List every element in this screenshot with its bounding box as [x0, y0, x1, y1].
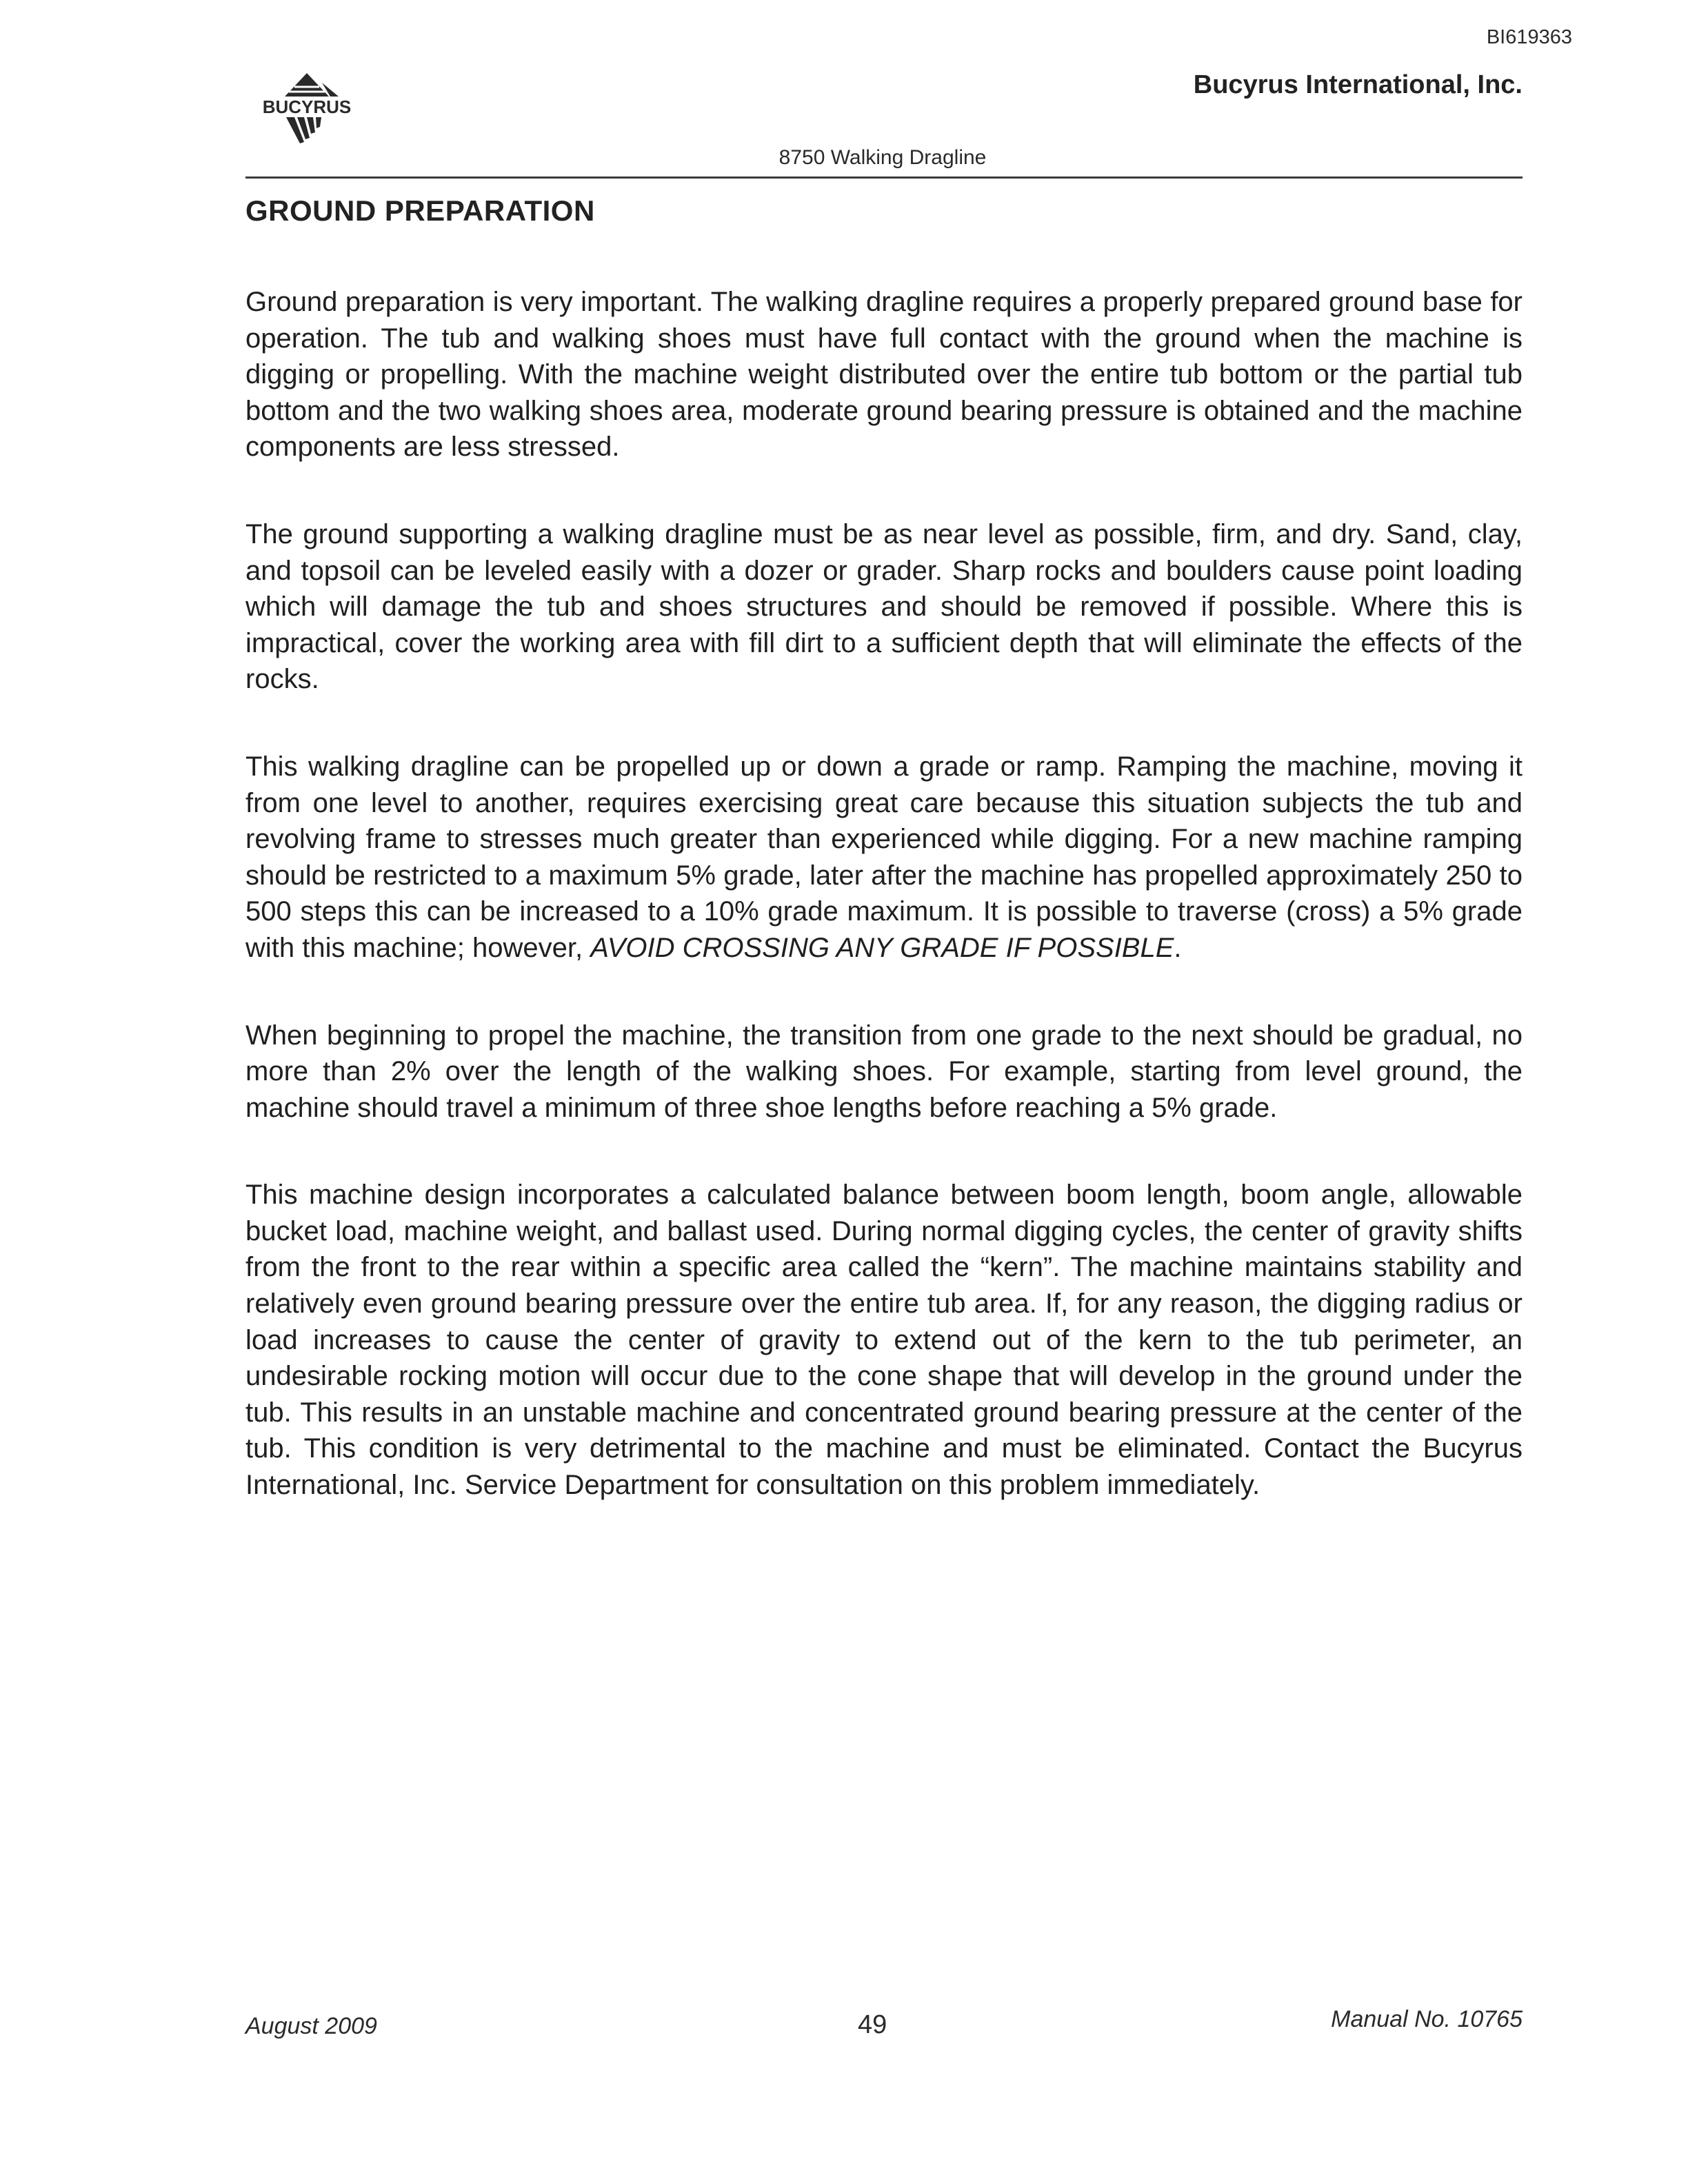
svg-text:BUCYRUS: BUCYRUS	[262, 97, 352, 117]
paragraph-ramping	[245, 749, 1523, 967]
paragraph-grade-transition: When beginning to propel the machine, the transition from one grade to the next should be gradual, no more than 2% over the length of the walking shoes. For example, starting from level ground, the machine should travel a minimum of three shoe lengths before reaching a 5% grade.	[245, 1020, 1523, 1123]
header-divider	[245, 176, 1523, 179]
ramping-text: This walking dragline can be propelled up or down a grade or ramp. Ramping the machine, moving it from one level to another, requires exercising great care because this situation subjects the tub and revolving frame to stresses much greater than experienced while digging. For a new machine ramping should be restricted to a maximum 5% grade, later after the machine has propelled approximately 250 to 500 steps this can be increased to a 10% grade maximum. It is possible to traverse (cross) a 5% grade with this machine; however,	[245, 751, 1523, 963]
ramping-tail: .	[1174, 932, 1182, 963]
page-number: 49	[858, 2010, 887, 2039]
body-text	[245, 284, 1523, 1555]
ramping-warning: AVOID CROSSING ANY GRADE IF POSSIBLE	[590, 932, 1174, 963]
company-name: Bucyrus International, Inc.	[1193, 70, 1523, 99]
paragraph-kern-balance: This machine design incorporates a calculated balance between boom length, boom angle, allowable bucket load, machine weight, and ballast used. During normal digging cycles, the center of gravity shifts from the front to the rear within a specific area called the “kern”. The machine maintains stability and relatively even ground bearing pressure over the entire tub area. If, for any reason, the digging radius or load increases to cause the center of gravity to extend out of the kern to the tub perimeter, an undesirable rocking motion will occur due to the cone shape that will develop in the ground under the tub. This results in an unstable machine and concentrated ground bearing pressure at the center of the tub. This condition is very detrimental to the machine and must be eliminated. Contact the Bucyrus International, Inc. Service Department for consultation on this problem immediately.	[245, 1180, 1523, 1501]
paragraph-ground-preparation-importance: Ground preparation is very important. The walking dragline requires a properly prepared ground base for operation. The tub and walking shoes must have full contact with the ground when the machine is digging or propelling. With the machine weight distributed over the entire tub bottom or the partial tub bottom and the two walking shoes area, moderate ground bearing pressure is obtained and the machine components are less stressed.	[245, 287, 1523, 463]
machine-model-title: 8750 Walking Dragline	[778, 146, 987, 169]
footer-date: August 2009	[245, 2013, 377, 2039]
paragraph-ground-surface: The ground supporting a walking dragline must be as near level as possible, firm, and dry. Sand, clay, and topsoil can be leveled easily with a dozer or grader. Sharp rocks and boulders cause point loading which will damage the tub and shoes structures and should be removed if possible. Where this is impractical, cover the working area with fill dirt to a sufficient depth that will eliminate the effects of the rocks.	[245, 518, 1523, 695]
manual-number: Manual No. 10765	[1331, 2006, 1523, 2032]
document-id: BI619363	[1486, 26, 1572, 48]
bucyrus-logo	[245, 70, 369, 152]
section-heading: GROUND PREPARATION	[245, 194, 595, 227]
